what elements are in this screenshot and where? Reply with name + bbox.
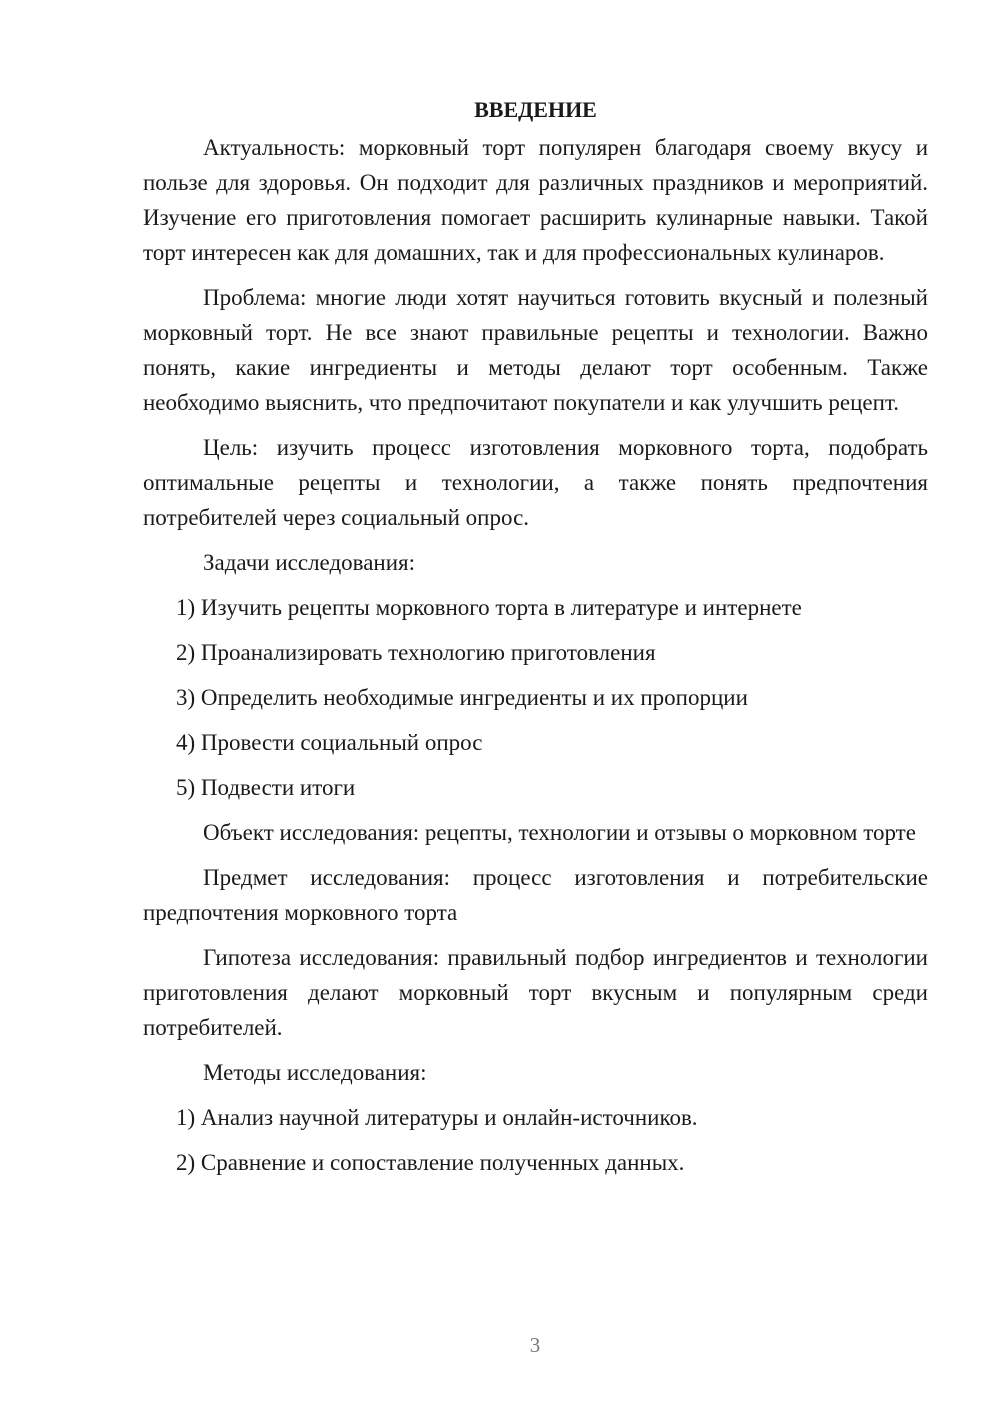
problem-paragraph: Проблема: многие люди хотят научиться готовить вкусный и полезный морковный торт. Не все знают правильные рецепты и технологии. Важно понять, какие ингредиенты и методы делают торт особенным. Также необходимо выяснить, что предпочитают покупатели и как улучшить рецепт. [143,285,928,415]
page-content [143,92,928,1190]
relevance-paragraph: Актуальность: морковный торт популярен благодаря своему вкусу и пользе для здоровья. Он подходит для различных праздников и мероприятий. Изучение его приготовления помогает расширить кулинарные навыки. Такой торт интересен как для домашних, так и для профессиональных кулинаров. [143,135,928,265]
list-item: 1) Изучить рецепты морковного торта в литературе и интернете [176,595,802,620]
list-item: 3) Определить необходимые ингредиенты и их пропорции [176,685,748,710]
object-paragraph: Объект исследования: рецепты, технологии и отзывы о морковном торте [203,820,916,845]
page-number: 3 [529,1333,541,1357]
list-item: 2) Проанализировать технологию приготовления [176,640,656,665]
list-item: 5) Подвести итоги [176,775,356,800]
tasks-label: Задачи исследования: [203,550,416,575]
hypothesis-paragraph: Гипотеза исследования: правильный подбор ингредиентов и технологии приготовления делают морковный торт вкусным и популярным среди потребителей. [143,945,928,1040]
goal-paragraph: Цель: изучить процесс изготовления морковного торта, подобрать оптимальные рецепты и технологии, а также понять предпочтения потребителей через социальный опрос. [143,435,928,530]
tasks-list [143,590,928,805]
list-item: 4) Провести социальный опрос [176,730,483,755]
methods-label: Методы исследования: [203,1060,427,1085]
list-item: 2) Сравнение и сопоставление полученных данных. [176,1150,685,1175]
list-item: 1) Анализ научной литературы и онлайн-источников. [176,1105,698,1130]
subject-paragraph: Предмет исследования: процесс изготовления и потребительские предпочтения морковного торта [143,865,928,925]
methods-list [143,1100,928,1180]
section-heading: ВВЕДЕНИЕ [474,97,597,122]
